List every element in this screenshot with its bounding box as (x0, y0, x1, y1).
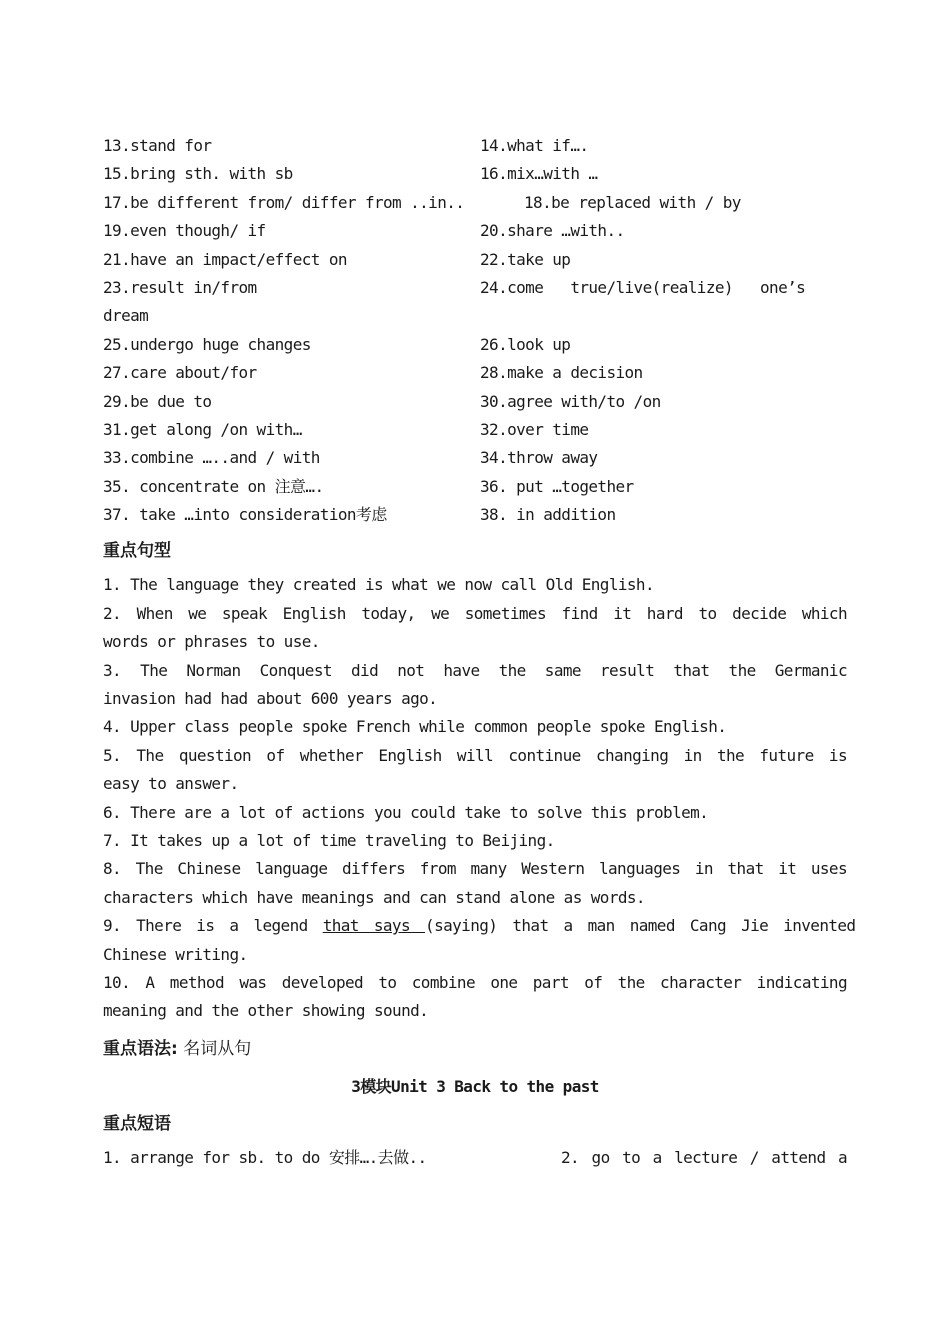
phrase-left: 21.have an impact/effect on (103, 249, 347, 269)
sentence-line: 6. There are a lot of actions you could take to solve this problem. (103, 802, 709, 822)
phrase-row (103, 189, 847, 217)
grammar-label: 重点语法: (103, 1038, 178, 1059)
phrase-row (103, 246, 847, 274)
grammar-line (103, 1034, 847, 1064)
sentence-part: 9. There is a legend (103, 916, 323, 936)
sentence-part: (saying) that a man named Cang Jie invented (425, 916, 856, 936)
phrase-row (103, 331, 847, 359)
phrase-left: 29.be due to (103, 391, 212, 411)
unit-title: 3模块Unit 3 Back to the past (351, 1076, 599, 1096)
phrase-right: 38. in addition (480, 505, 616, 525)
sentence-line (103, 912, 856, 940)
underlined-phrase: that says (322, 916, 426, 936)
phrase-row (103, 1144, 847, 1172)
phrase-left: 37. take …into consideration考虑 (103, 505, 387, 525)
sentence-line: 8. The Chinese language differs from many Western languages in that it uses (103, 859, 847, 879)
phrase-row (103, 160, 847, 188)
phrase-left: 25.undergo huge changes (103, 334, 311, 354)
document-page (103, 132, 856, 1172)
phrase-list-b (103, 331, 847, 530)
section-heading-sentences: 重点句型 (103, 541, 171, 562)
phrase-right: 16.mix…with … (480, 164, 598, 184)
phrase-right: 22.take up (480, 249, 571, 269)
phrase-right: 2. go to a lecture / attend a (561, 1147, 847, 1167)
phrase-row (103, 444, 847, 472)
phrase-right: 32.over time (480, 419, 589, 439)
sentence-line: Chinese writing. (103, 944, 248, 964)
phrase-row (103, 274, 847, 302)
phrase-right: 20.share …with.. (480, 221, 625, 241)
phrase-right: 24.come true/live(realize) one’s (480, 277, 806, 297)
phrase-left: 17.be different from/ differ from ..in.. (103, 192, 465, 212)
phrase-left: 27.care about/for (103, 363, 257, 383)
sentence-line: easy to answer. (103, 774, 239, 794)
phrase-left: 13.stand for (103, 136, 212, 155)
phrase-row (103, 132, 847, 160)
phrase-left: 33.combine …..and / with (103, 448, 320, 468)
phrase-left: 19.even though/ if (103, 221, 266, 241)
phrase-right: 18.be replaced with / by (524, 192, 741, 212)
sentence-line: 7. It takes up a lot of time traveling to Beijing. (103, 830, 555, 850)
phrase-right: 14.what if…. (480, 136, 589, 155)
phrase-row (103, 388, 847, 416)
phrase-wrap-line (103, 302, 847, 330)
phrase-wrap: dream (103, 306, 149, 326)
sentence-line: 2. When we speak English today, we sometimes find it hard to decide which (103, 603, 847, 623)
phrase-left: 15.bring sth. with sb (103, 164, 293, 184)
sentence-list (103, 571, 856, 1025)
sentence-line: 4. Upper class people spoke French while common people spoke English. (103, 717, 727, 737)
phrase-right: 36. put …together (480, 476, 634, 496)
sentence-line: 1. The language they created is what we now call Old English. (103, 575, 655, 595)
phrase-right: 34.throw away (480, 448, 598, 468)
phrase-left: 1. arrange for sb. to do 安排….去做.. (103, 1147, 427, 1167)
phrase-row (103, 359, 847, 387)
phrase-right: 30.agree with/to /on (480, 391, 661, 411)
sentence-line: 10. A method was developed to combine one part of the character indicating (103, 972, 847, 992)
phrase-left: 35. concentrate on 注意…. (103, 476, 324, 496)
section-heading-phrases: 重点短语 (103, 1113, 171, 1134)
sentence-line: meaning and the other showing sound. (103, 1001, 429, 1021)
sentence-line: 5. The question of whether English will continue changing in the future is (103, 745, 847, 765)
sentence-line: characters which have meanings and can stand alone as words. (103, 887, 645, 907)
phrase-left: 23.result in/from (103, 277, 257, 297)
sentence-line: words or phrases to use. (103, 632, 320, 652)
grammar-value: 名词从句 (183, 1038, 252, 1059)
sentence-line: 3. The Norman Conquest did not have the same result that the Germanic (103, 660, 847, 680)
phrase-row (103, 217, 847, 245)
phrase-right: 28.make a decision (480, 363, 643, 383)
phrase-row (103, 501, 847, 529)
sentence-line: invasion had had about 600 years ago. (103, 689, 438, 709)
phrase-list-a (103, 132, 847, 331)
phrase-right: 26.look up (480, 334, 571, 354)
phrase-left: 31.get along /on with… (103, 419, 302, 439)
phrase-row (103, 473, 847, 501)
phrase-row (103, 416, 847, 444)
